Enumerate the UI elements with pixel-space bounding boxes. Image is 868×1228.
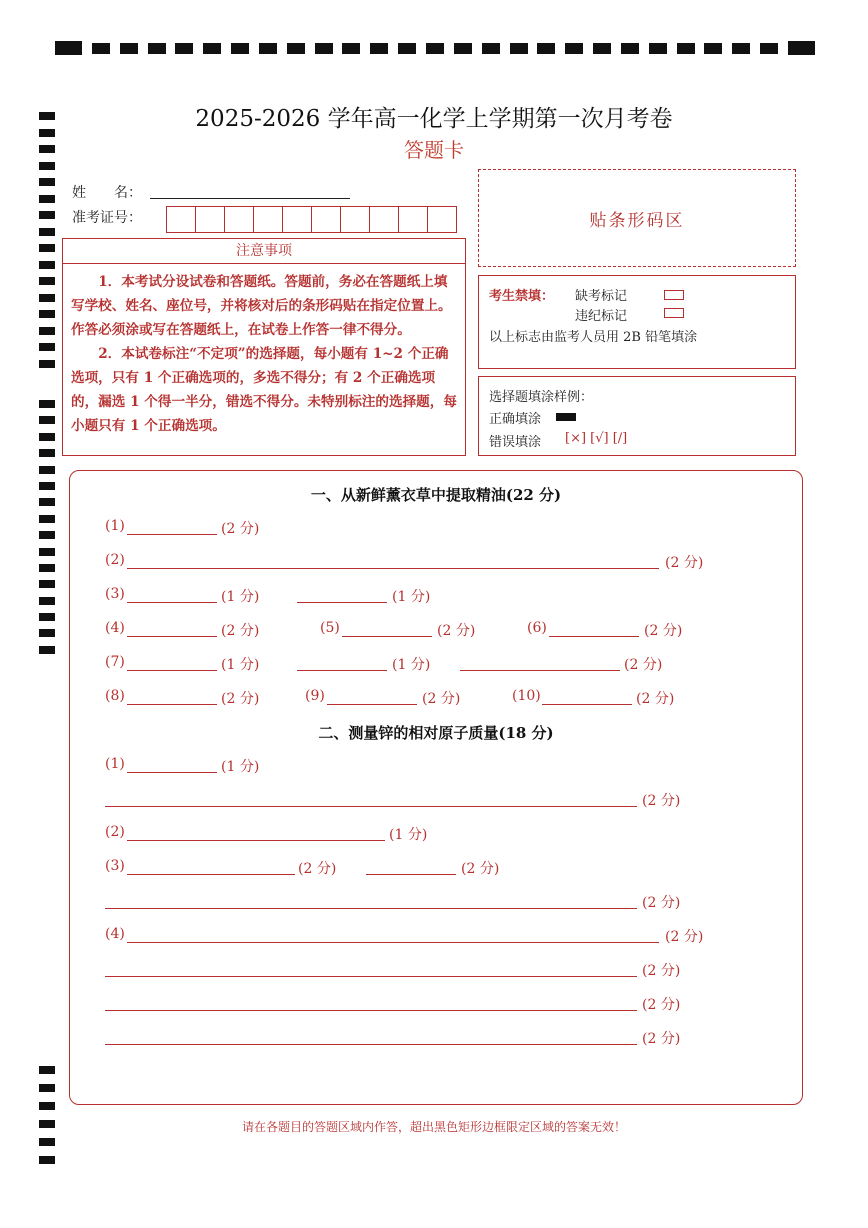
s1-q4-number: (4) (105, 620, 125, 636)
s1-q5-number: (5) (320, 620, 340, 636)
timing-marks-top (55, 40, 815, 56)
s1-q4-score: (2 分) (221, 623, 260, 639)
section-2-title: 二、测量锌的相对原子质量(18 分) (318, 724, 554, 742)
exam-number-boxes[interactable] (166, 206, 457, 233)
s1-q8-score: (2 分) (221, 691, 260, 707)
footer-note: 请在各题目的答题区域内作答，超出黑色矩形边框限定区域的答案无效！ (241, 1120, 626, 1134)
s1-q8-answer-line[interactable] (127, 688, 217, 705)
s2-q3-score-b: (2 分) (461, 861, 500, 877)
s2-q1-score-a: (1 分) (221, 759, 260, 775)
s1-q3-score-b: (1 分) (392, 589, 431, 605)
barcode-area (478, 169, 796, 267)
s2-q4-score-c: (2 分) (642, 997, 681, 1013)
s1-q7-number: (7) (105, 654, 125, 670)
s2-q3-answer-line-a[interactable] (127, 858, 295, 875)
s1-q2-answer-line[interactable] (127, 552, 659, 569)
correct-label: 正确填涂 (489, 412, 542, 427)
s1-q5-score: (2 分) (437, 623, 476, 639)
s2-q3-score-a: (2 分) (298, 861, 337, 877)
s1-q1-number: (1) (105, 518, 125, 534)
notice-item-2: 2．本试卷标注“不定项”的选择题，每小题有 1~2 个正确选项，只有 1 个正确选项的，多选不得分；有 2 个正确选项的，漏选 1 个得一半分，错选不得分。未特别标注的选择题，每小题只有 1 个正确选项。 (71, 346, 457, 434)
s1-q6-number: (6) (527, 620, 547, 636)
s1-q3-answer-line-a[interactable] (127, 586, 217, 603)
page-subtitle: 答题卡 (404, 138, 464, 162)
s1-q2-number: (2) (105, 552, 125, 568)
correct-fill-sample (556, 413, 576, 421)
s1-q8-number: (8) (105, 688, 125, 704)
s2-q4-answer-line-d[interactable] (105, 1028, 637, 1045)
notice-body (62, 264, 466, 456)
sample-title: 选择题填涂样例： (489, 390, 594, 405)
violation-mark-box[interactable] (664, 308, 684, 318)
notice-heading: 注意事项 (62, 238, 466, 264)
name-label: 姓 名： (72, 185, 142, 201)
s1-q1-answer-line[interactable] (127, 518, 217, 535)
timing-marks-left-3 (39, 1066, 55, 1164)
s1-q10-score: (2 分) (636, 691, 675, 707)
s2-q4-score-b: (2 分) (642, 963, 681, 979)
s2-q1-answer-line-a[interactable] (127, 756, 217, 773)
s1-q10-number: (10) (512, 688, 541, 704)
s1-q7-answer-line-a[interactable] (127, 654, 217, 671)
s2-q3-answer-line-b[interactable] (366, 858, 456, 875)
absent-label: 缺考标记 (575, 289, 628, 304)
forbid-note: 以上标志由监考人员用 2B 铅笔填涂 (489, 330, 698, 345)
s2-q1-answer-line-b[interactable] (105, 790, 637, 807)
s1-q4-answer-line[interactable] (127, 620, 217, 637)
s2-q1-score-b: (2 分) (642, 793, 681, 809)
wrong-label: 错误填涂 (489, 435, 542, 450)
s2-q3-answer-line-c[interactable] (105, 892, 637, 909)
absent-mark-box[interactable] (664, 290, 684, 300)
s2-q4-number: (4) (105, 926, 125, 942)
s1-q3-number: (3) (105, 586, 125, 602)
s1-q9-number: (9) (305, 688, 325, 704)
s1-q5-answer-line[interactable] (342, 620, 432, 637)
notice-item-1: 1．本考试分设试卷和答题纸。答题前，务必在答题纸上填写学校、姓名、座位号，并将核对后的条形码贴在指定位置上。作答必须涂或写在答题纸上，在试卷上作答一律不得分。 (71, 274, 452, 338)
s1-q7-score-a: (1 分) (221, 657, 260, 673)
s1-q3-score-a: (1 分) (221, 589, 260, 605)
s1-q3-answer-line-b[interactable] (297, 586, 387, 603)
s1-q7-answer-line-c[interactable] (460, 654, 620, 671)
s2-q2-score: (1 分) (389, 827, 428, 843)
wrong-fill-samples: [×] [√] [/] (565, 431, 628, 446)
violation-label: 违纪标记 (575, 309, 628, 324)
s2-q1-number: (1) (105, 756, 125, 772)
page-title: 2025-2026 学年高一化学上学期第一次月考卷 (195, 106, 673, 132)
section-1-title: 一、从新鲜薰衣草中提取精油(22 分) (310, 486, 562, 504)
s1-q9-answer-line[interactable] (327, 688, 417, 705)
s1-q6-score: (2 分) (644, 623, 683, 639)
s1-q7-score-b: (1 分) (392, 657, 431, 673)
barcode-label: 贴条形码区 (589, 210, 685, 231)
s2-q4-answer-line-c[interactable] (105, 994, 637, 1011)
s1-q7-answer-line-b[interactable] (297, 654, 387, 671)
s1-q10-answer-line[interactable] (542, 688, 632, 705)
s2-q4-answer-line-b[interactable] (105, 960, 637, 977)
name-field[interactable] (150, 198, 350, 199)
s1-q1-score: (2 分) (221, 521, 260, 537)
s1-q2-score: (2 分) (665, 555, 704, 571)
examiner-only-box (478, 275, 796, 369)
forbid-label: 考生禁填： (489, 289, 555, 304)
s2-q4-score-d: (2 分) (642, 1031, 681, 1047)
s2-q4-score-a: (2 分) (665, 929, 704, 945)
s2-q2-number: (2) (105, 824, 125, 840)
s2-q3-score-c: (2 分) (642, 895, 681, 911)
s1-q6-answer-line[interactable] (549, 620, 639, 637)
exam-number-label: 准考证号： (72, 210, 142, 226)
s1-q7-score-c: (2 分) (624, 657, 663, 673)
s2-q4-answer-line-a[interactable] (127, 926, 659, 943)
timing-marks-left-2 (39, 400, 55, 654)
s2-q3-number: (3) (105, 858, 125, 874)
fill-sample-box (478, 376, 796, 456)
s1-q9-score: (2 分) (422, 691, 461, 707)
s2-q2-answer-line[interactable] (127, 824, 385, 841)
